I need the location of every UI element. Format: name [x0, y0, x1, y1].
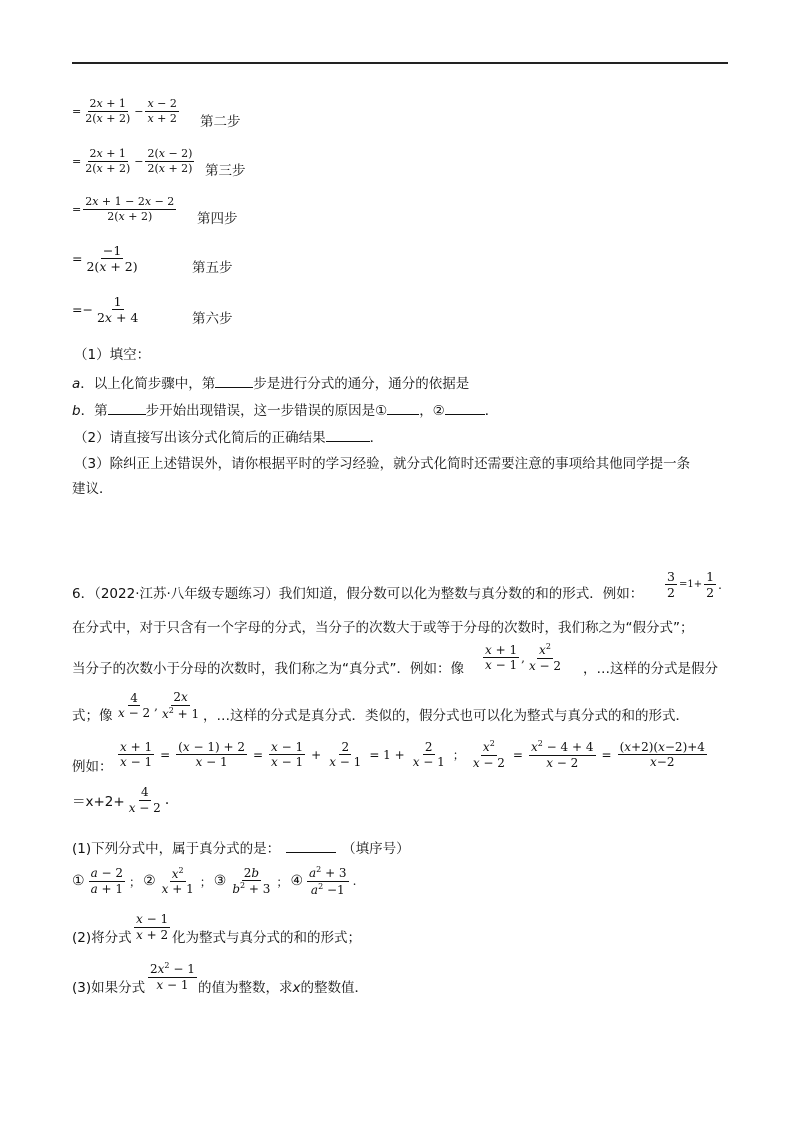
q5-b-pre: ．第 — [80, 403, 108, 419]
q6-sub3-a: (3)如果分式 — [72, 980, 146, 996]
q5-part2 — [74, 426, 383, 446]
q5-part2-text: （2）请直接写出该分式化简后的正确结果 — [74, 430, 326, 446]
q6-sub3-c: 的整数值． — [300, 980, 368, 996]
q6-line3 — [72, 657, 464, 677]
q6-line4-b: ，…这样的分式是真分式．类似的，假分式也可以化为整式与真分式的和的形式． — [203, 708, 689, 724]
step-5-label: 第五步 — [192, 260, 233, 276]
q5-b-blank-step[interactable] — [108, 403, 146, 415]
q5-part3-line2: 建议． — [72, 481, 113, 497]
step-4-expression: = $\frac{2x + 1 - 2x - 2}{2(x + 2)}$ — [72, 195, 175, 223]
q5-b-mid: 步开始出现错误，这一步错误的原因是① — [145, 403, 388, 419]
q6-intro-text: 6．（2022·江苏·八年级专题练习）我们知道，假分数可以化为整数与真分数的和的形式．例如： — [72, 586, 644, 602]
q6-sub1-text: (1)下列分式中，属于真分式的是： — [72, 841, 281, 857]
step-6-label: 第六步 — [192, 311, 233, 327]
q6-example-result-text: ＝x+2+ — [72, 794, 125, 811]
q5-b-end: ． — [484, 403, 499, 419]
step-4-label: 第四步 — [197, 211, 238, 227]
q5-a-blank[interactable] — [215, 376, 253, 388]
q6-improper-examples: $\frac{x + 1}{x - 1}$ , $\frac{x^2}{x - 2}$ — [485, 642, 562, 673]
q6-line2: 在分式中，对于只含有一个字母的分式，当分子的次数大于或等于分母的次数时，我们称之为“假分式”； — [72, 620, 694, 636]
step-5-expression: = $\frac{-1}{2(x + 2)}$ — [72, 243, 138, 275]
step-2-label: 第二步 — [200, 114, 241, 130]
q6-proper-examples: $\frac{4}{x - 2}$ , $\frac{2x}{x^2 + 1}$ — [118, 690, 200, 721]
step-3-label: 第三步 — [205, 163, 246, 179]
q6-sub1-end: （填序号） — [342, 841, 410, 857]
q5-part3-line1: （3）除纠正上述错误外，请你根据平时的学习经验，就分式化简时还需要注意的事项给其他同学提一条 — [74, 456, 691, 472]
q5-part1-b — [72, 399, 498, 419]
q5-part2-end: ． — [369, 430, 384, 446]
q6-sub3-tail — [198, 976, 368, 996]
q5-b-letter: b — [72, 403, 81, 419]
q6-sub3-variable: x — [292, 980, 301, 996]
q5-part1-a — [72, 372, 469, 392]
q6-sub2-a: (2)将分式 — [72, 930, 132, 946]
q5-a-pre: ．以上化简步骤中，第 — [80, 376, 216, 392]
q5-b-blank-reason-2[interactable] — [445, 403, 485, 415]
q6-sub2-fraction: $\frac{x - 1}{x + 2}$ — [136, 912, 169, 942]
q6-intro — [72, 582, 643, 602]
q6-sub1-options: ① $\frac{a - 2}{a + 1}$ ； ② $\frac{x^2}{x + 1}$ ； ③ $\frac{2b}{b^2 + 3}$ ； ④ $\frac{a^2 + 3}{a^2 -1}$ . — [72, 865, 357, 897]
q6-sub3-fraction: $\frac{2x^2 - 1}{x - 1}$ — [150, 961, 195, 992]
q5-b-sep: ，② — [419, 403, 445, 419]
header-rule — [72, 62, 728, 64]
q6-sub1-blank[interactable] — [286, 841, 336, 853]
q6-example-label: 例如： — [72, 759, 113, 775]
q5-a-letter: a — [72, 376, 81, 392]
q5-a-post: 步是进行分式的通分，通分的依据是 — [253, 376, 470, 392]
q6-sub2-b: 化为整式与真分式的和的形式； — [172, 930, 361, 946]
q5-part1-heading: （1）填空： — [74, 347, 151, 363]
q5-part2-blank[interactable] — [326, 430, 370, 442]
q6-example-result: ＝x+2+ $\frac{4}{x - 2}$ . — [72, 785, 170, 815]
step-6-expression: =− $\frac{1}{2x + 4}$ — [72, 294, 139, 326]
q5-b-blank-reason-1[interactable] — [387, 403, 419, 415]
q6-sub1 — [72, 837, 410, 857]
q6-line4-a: 式；像 — [72, 708, 113, 724]
q6-worked-example: $\frac{x + 1}{x - 1}$ = $\frac{(x - 1) + 2}{x - 1}$ = $\frac{x - 1}{x - 1}$ + $\frac{2}{x - 1}$ = 1 + $\frac{2}{x - 1}$ ； $\frac{x^2}{x - 2}$ = $\frac{x^2 - 4 + 4}{x - 2}$ = $\frac{(x+2)(x-2)+4}{x-2}$ — [120, 739, 705, 770]
q6-sub3-b: 的值为整数，求 — [198, 980, 293, 996]
q6-example-fraction: $\frac{3}{2}$ =1+ $\frac{1}{2}$ . — [667, 569, 723, 601]
step-3-expression: = $\frac{2x + 1}{2(x + 2)}$ − $\frac{2(x - 2)}{2(x + 2)}$ — [72, 147, 193, 175]
q6-line3-a: 当分子的次数小于分母的次数时，我们称之为“真分式”．例如：像 — [72, 661, 464, 677]
q6-line3-b: ，…这样的分式是假分 — [583, 661, 718, 677]
step-2-expression: = $\frac{2x + 1}{2(x + 2)}$ − $\frac{x - 2}{x + 2}$ — [72, 97, 177, 125]
